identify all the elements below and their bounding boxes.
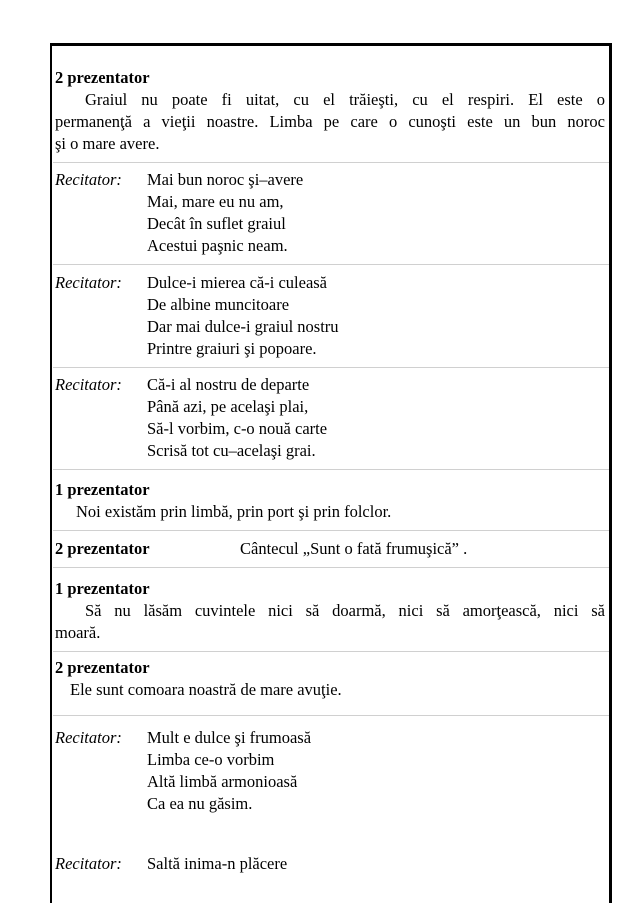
verse-line: De albine muncitoare [147,295,290,314]
paragraph-line: moară. [55,623,101,642]
speaker-label: 2 prezentator [55,539,150,558]
speaker-label: Recitator: [55,375,122,394]
separator [53,469,609,470]
speaker-label: 2 prezentator [55,68,150,87]
verse-line: Printre graiuri şi popoare. [147,339,317,358]
separator [53,530,609,531]
verse-line: Dar mai dulce-i graiul nostru [147,317,339,336]
verse-line: Să-l vorbim, c-o nouă carte [147,419,328,438]
paragraph-line: Să nu lăsăm cuvintele nici să doarmă, nici să amorţească, nici să [85,601,605,620]
paragraph-line: Noi existăm prin limbă, prin port şi prin folclor. [76,502,392,521]
verse-line: Mult e dulce şi frumoasă [147,728,312,747]
verse-line: Saltă inima-n plăcere [147,854,288,873]
verse-line: Scrisă tot cu–acelaşi grai. [147,441,316,460]
speaker-label: Recitator: [55,854,122,873]
verse-line: Mai bun noroc şi–avere [147,170,304,189]
speaker-label: Recitator: [55,273,122,292]
separator [53,567,609,568]
paragraph-line: Graiul nu poate fi uitat, cu el trăieşti, cu el respiri. El este o [85,90,605,109]
speaker-label: Recitator: [55,728,122,747]
separator [53,715,609,716]
speaker-label: 1 prezentator [55,480,150,499]
paragraph-line: permanenţă a vieţii noastre. Limba pe care o cunoşti este un bun noroc [55,112,605,131]
separator [53,162,609,163]
verse-line: Limba ce-o vorbim [147,750,275,769]
speaker-label: Recitator: [55,170,122,189]
verse-line: Altă limbă armonioasă [147,772,298,791]
paragraph-line: şi o mare avere. [55,134,160,153]
song-announcement: Cântecul „Sunt o fată frumuşică” . [240,539,468,558]
verse-line: Că-i al nostru de departe [147,375,310,394]
verse-line: Acestui paşnic neam. [147,236,288,255]
separator [53,651,609,652]
verse-line: Până azi, pe acelaşi plai, [147,397,309,416]
verse-line: Decât în suflet graiul [147,214,286,233]
speaker-label: 1 prezentator [55,579,150,598]
speaker-label: 2 prezentator [55,658,150,677]
document-frame [50,43,612,903]
verse-line: Mai, mare eu nu am, [147,192,284,211]
separator [53,367,609,368]
verse-line: Dulce-i mierea că-i culeasă [147,273,328,292]
paragraph-line: Ele sunt comoara noastră de mare avuţie. [70,680,342,699]
separator [53,264,609,265]
verse-line: Ca ea nu găsim. [147,794,253,813]
